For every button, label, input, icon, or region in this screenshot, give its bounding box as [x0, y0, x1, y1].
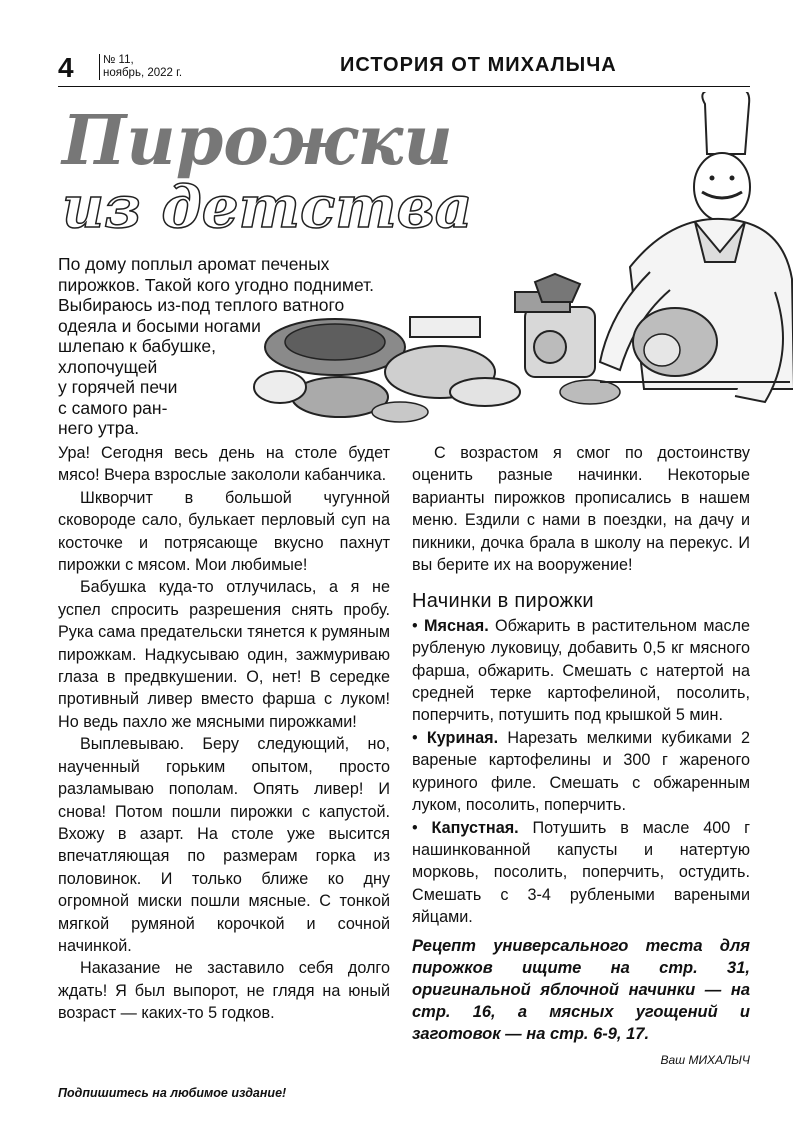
recipe-meat — [412, 615, 750, 727]
header-rule — [58, 86, 750, 87]
story-paragraph: Выплевываю. Беру следующий, но, наученный горьким опытом, просто разламываю пополам. Опять ливер! И снова! Потом пошли пирожки с капустой. Вхожу в азарт. На столе уже высится впечатляющая по размерам горка из половинок. И только ближе ко дну огромной миски пошли мясные. С тонкой мягкой румяной корочкой и сочной начинкой. — [58, 735, 390, 955]
page-number: 4 — [58, 52, 74, 83]
recipes-column — [412, 442, 750, 1071]
article-title-line2: из детства — [62, 173, 473, 241]
section-title: ИСТОРИЯ ОТ МИХАЛЫЧА — [340, 54, 617, 76]
issue-number: № 11, — [103, 54, 134, 66]
recipe-text: Потушить в масле 400 г нашинкованной капусты и натертую морковь, посолить, поперчить, остудить. Смешать с 3-4 рублеными вареными яйцами. — [412, 818, 750, 927]
article-lead: По дому поплыл аромат печеных пирожков. Такой кого угодно поднимет. Выбираюсь из-под теплого ватного одеяла и босыми ногами шлепаю к бабушке, хлопочущей у горячей печи с самого ран- него утра. — [58, 254, 375, 438]
recipe-chicken — [412, 727, 750, 817]
cross-reference-note: Рецепт универсального теста для пирожков ищите на стр. 31, оригинальной яблочной начинки — на стр. 16, а мясных угощений и заготовок — на стр. 6-9, 17. — [412, 936, 750, 1043]
issue-divider — [99, 54, 100, 80]
recipe-text: Обжарить в растительном масле рубленую луковицу, добавить 0,5 кг мясного фарша, обжарить. Смешать с натертой на средней терке картофелиной, посолить, поперчить, потушить под крышкой 5 мин. — [412, 616, 750, 725]
recipe-text: Нарезать мелкими кубиками 2 вареные картофелины и 300 г жареного куриного филе. Смешать с обжаренным луком, посолить, поперчить. — [412, 728, 751, 815]
issue-date: ноябрь, 2022 г. — [103, 67, 183, 79]
recipe-name: Капустная. — [431, 818, 519, 837]
bullet-icon: • — [412, 728, 418, 747]
story-column — [58, 442, 390, 1025]
fillings-heading: Начинки в пирожки — [412, 590, 594, 613]
story-paragraph: Наказание не заставило себя долго ждать! Я был выпорот, не глядя на юный возраст — каких-то 5 годков. — [58, 959, 390, 1023]
story-paragraph: Шкворчит в большой чугунной сковороде сало, булькает перловый суп на косточке и потрясающе вкусно пахнут пирожки с мясом. Мои любимые! — [58, 488, 390, 575]
col2-intro-paragraph: С возрастом я смог по достоинству оценить разные начинки. Некоторые варианты пирожков прописались в нашем меню. Ездили с нами в поездки, на дачу и пикники, дочка брала в школу на перекус. И вы берите их на вооружение! — [412, 444, 750, 575]
author-signature: Ваш МИХАЛЫЧ — [660, 1052, 750, 1067]
issue-info — [103, 54, 182, 80]
story-paragraph: Бабушка куда-то отлучилась, а я не успел спросить разрешения снять пробу. Рука сама предательски тянется к румяным пирожкам. Надкусываю один, зажмуриваю глаза в предвкушении. О, нет! В середке противный ливер вместо фарша с луком! Но ведь пахло же мясными пирожками! — [58, 578, 390, 731]
bullet-icon: • — [412, 616, 418, 635]
recipe-cabbage — [412, 817, 750, 929]
recipe-name: Куриная. — [426, 728, 499, 747]
recipe-name: Мясная. — [424, 616, 489, 635]
subscribe-promo: Подпишитесь на любимое издание! — [58, 1086, 287, 1100]
story-paragraph: Ура! Сегодня весь день на столе будет мясо! Вчера взрослые закололи кабанчика. — [58, 444, 390, 485]
article-title-line1: Пирожки — [62, 101, 453, 181]
bullet-icon: • — [412, 818, 418, 837]
